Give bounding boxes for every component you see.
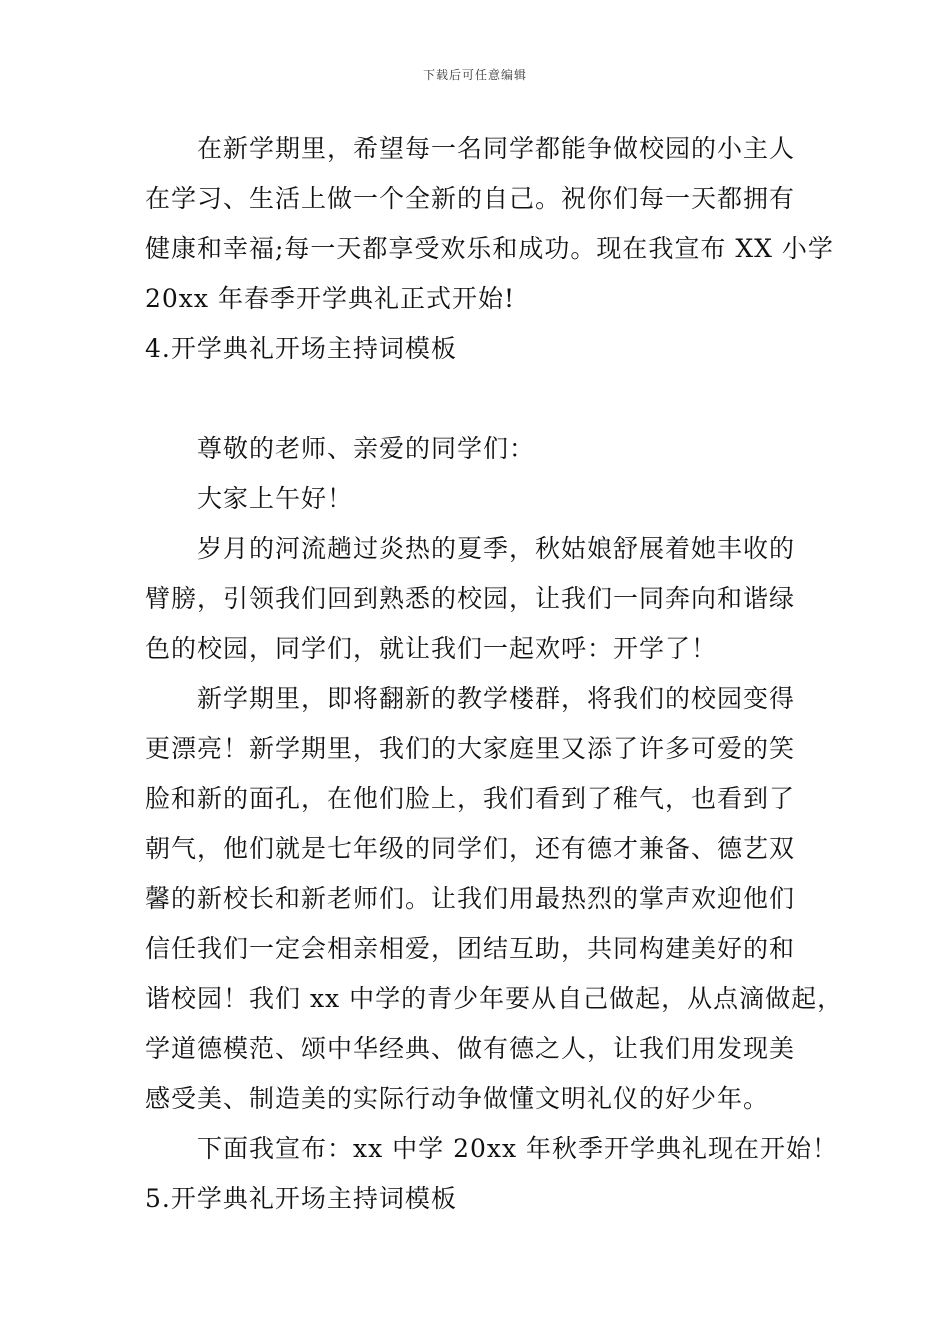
body-line: 在学习、生活上做一个全新的自己。祝你们每一天都拥有 [145,184,796,213]
body-line: 感受美、制造美的实际行动争做懂文明礼仪的好少年。 [145,1084,770,1113]
body-line: 更漂亮！新学期里，我们的大家庭里又添了许多可爱的笑 [145,734,796,763]
body-line: 在新学期里，希望每一名同学都能争做校园的小主人 [197,134,796,163]
body-line: 学道德模范、颂中华经典、做有德之人，让我们用发现美 [145,1034,796,1063]
body-line: 色的校园，同学们，就让我们一起欢呼：开学了！ [145,634,718,663]
body-line: 脸和新的面孔，在他们脸上，我们看到了稚气，也看到了 [145,784,796,813]
body-line: 新学期里，即将翻新的教学楼群，将我们的校园变得 [197,684,796,713]
body-line: 大家上午好！ [197,484,354,513]
section-heading: 5.开学典礼开场主持词模板 [145,1184,457,1213]
section-heading: 4.开学典礼开场主持词模板 [145,334,457,363]
body-line: 下面我宣布：xx 中学 20xx 年秋季开学典礼现在开始！ [197,1134,839,1163]
body-line: 朝气，他们就是七年级的同学们，还有德才兼备、德艺双 [145,834,796,863]
body-line: 健康和幸福;每一天都享受欢乐和成功。现在我宣布 XX 小学 [145,234,834,263]
body-line: 臂膀，引领我们回到熟悉的校园，让我们一同奔向和谐绿 [145,584,796,613]
body-line: 信任我们一定会相亲相爱，团结互助，共同构建美好的和 [145,934,796,963]
body-line: 尊敬的老师、亲爱的同学们： [197,434,536,463]
body-line: 馨的新校长和新老师们。让我们用最热烈的掌声欢迎他们 [145,884,796,913]
body-line: 岁月的河流趟过炎热的夏季，秋姑娘舒展着她丰收的 [197,534,796,563]
page-header: 下载后可任意编辑 [422,68,527,82]
body-line: 谐校园！我们 xx 中学的青少年要从自己做起，从点滴做起， [145,984,844,1013]
body-line: 20xx 年春季开学典礼正式开始! [145,284,516,313]
